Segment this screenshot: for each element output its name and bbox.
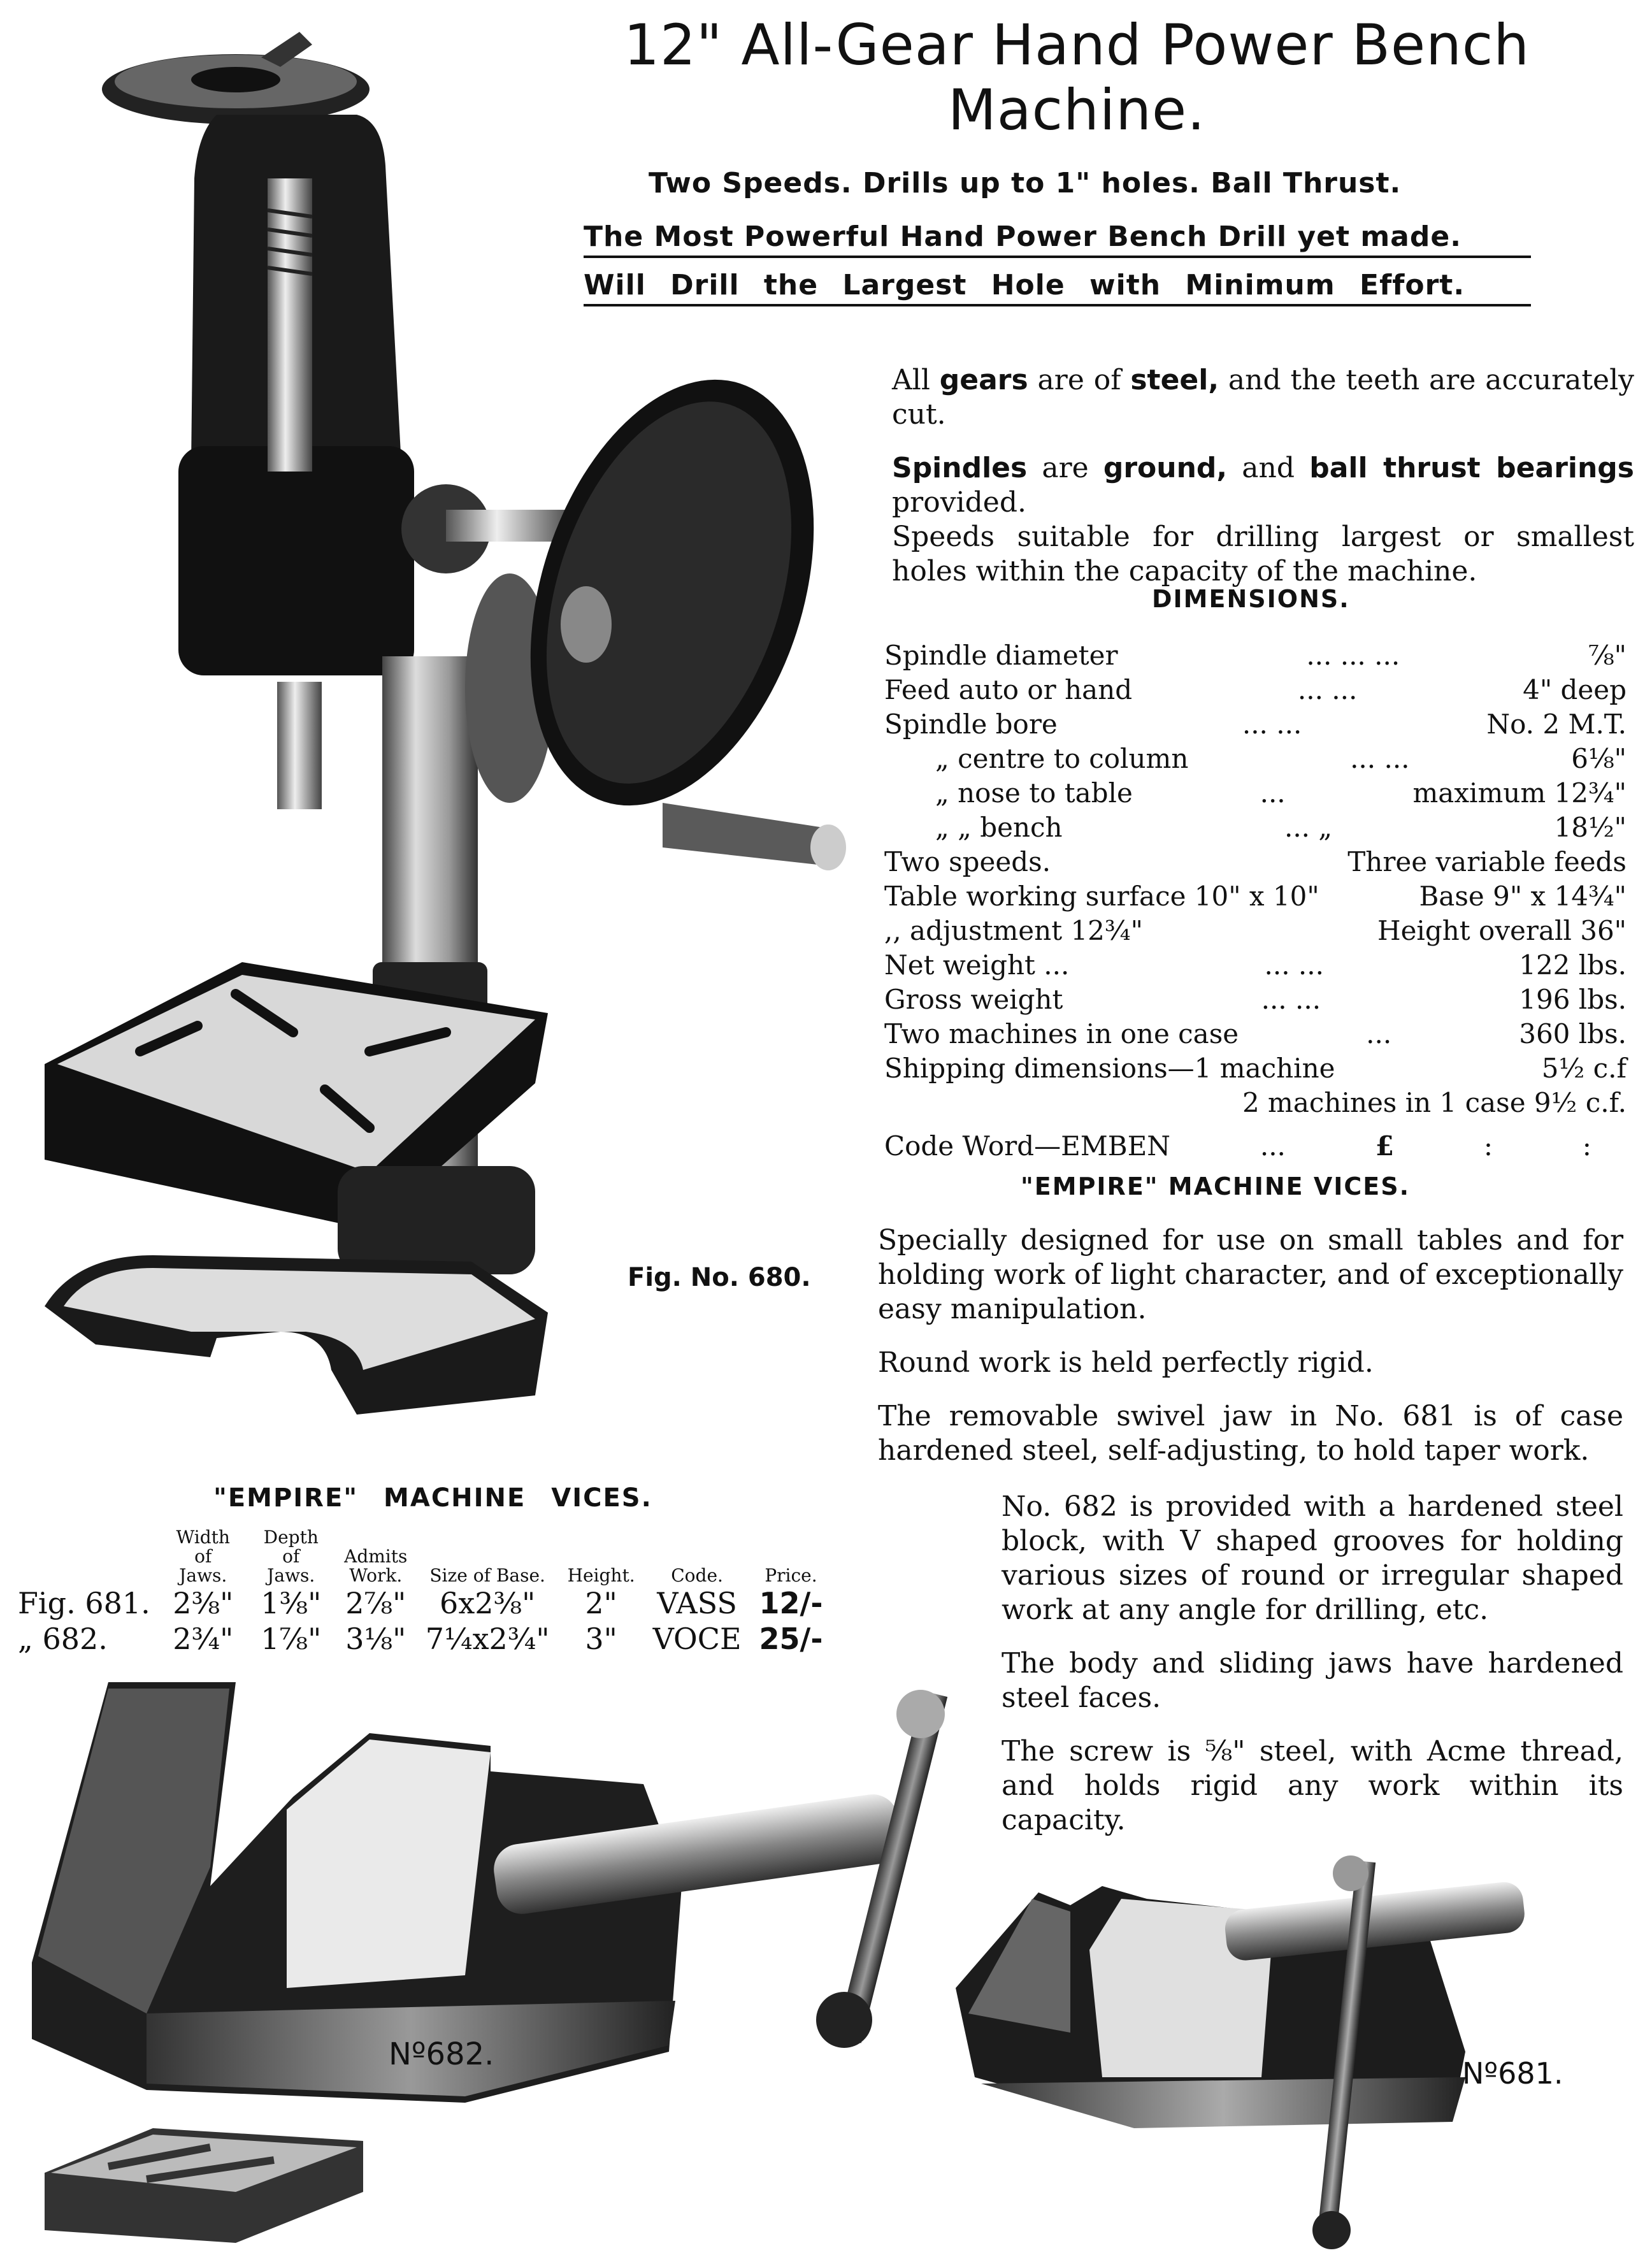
machine-description <box>892 363 1634 608</box>
vices-heading-right: "EMPIRE" MACHINE VICES. <box>1021 1172 1411 1200</box>
vices-para: Specially designed for use on small tables and for holding work of light character, and of exceptionally easy manipulation. <box>878 1224 1623 1325</box>
title-line-1: 12" All-Gear Hand Power Bench <box>623 12 1530 78</box>
vices-para: The removable swivel jaw in No. 681 is of case hardened steel, self-adjusting, to hold taper work. <box>878 1400 1623 1467</box>
vices-para: The screw is ⅝" steel, with Acme thread, and holds rigid any work within its capacity. <box>1002 1735 1623 1836</box>
dimension-row: Two speeds. Three variable feeds <box>884 846 1627 877</box>
table-cell: 2" <box>585 1586 617 1620</box>
table-cell: 3⅛" <box>345 1622 406 1656</box>
dimension-row: Two machines in one case ... 360 lbs. <box>884 1018 1627 1049</box>
vices-para: No. 682 is provided with a hardened steel block, with V shaped grooves for holding various sizes of round or irregular shaped work at any angle for drilling, etc. <box>1002 1490 1623 1626</box>
table-header-cell: Price. <box>765 1565 817 1586</box>
table-header-cell <box>18 1528 159 1585</box>
vice-table-header <box>18 1528 831 1585</box>
dimension-row: Spindle bore ... ... No. 2 M.T. <box>884 709 1627 740</box>
label-no682: Nº682. <box>389 2036 494 2072</box>
table-cell: 7¼x2¾" <box>425 1622 550 1656</box>
table-cell: „ 682. <box>18 1622 108 1656</box>
vice-682-illustration <box>19 1657 975 2256</box>
dimension-row: ,, adjustment 12¾" Height overall 36" <box>884 915 1627 946</box>
table-header-cell: Admits Work. <box>344 1546 408 1586</box>
tagline-largest-hole: Will Drill the Largest Hole with Minimum Effort. <box>584 269 1531 306</box>
table-header-cell: Height. <box>567 1565 635 1586</box>
tagline-powerful: The Most Powerful Hand Power Bench Drill yet made. <box>584 220 1531 258</box>
vices-description <box>878 1223 1623 1487</box>
table-cell: 25/- <box>759 1622 823 1656</box>
top-gear-icon <box>102 32 370 124</box>
dimension-row: „ centre to column ... ... 6⅛" <box>935 743 1627 774</box>
vices-description-2 <box>1002 1490 1623 1857</box>
table-cell: 2¾" <box>173 1622 234 1656</box>
dimension-row: „ nose to table ... maximum 12¾" <box>935 777 1627 809</box>
vices-heading-left: "EMPIRE" MACHINE VICES. <box>213 1483 652 1513</box>
dimension-row: Table working surface 10" x 10" Base 9" x 14¾" <box>884 881 1627 912</box>
vices-para: The body and sliding jaws have hardened steel faces. <box>1002 1647 1623 1714</box>
dimensions-heading: DIMENSIONS. <box>1152 585 1350 613</box>
dimension-row: 2 machines in 1 case 9½ c.f. <box>1242 1087 1627 1118</box>
desc-gears: All gears are of steel, and the teeth are accurately cut. <box>892 364 1634 431</box>
title-line-2: Machine. <box>947 77 1206 143</box>
code-word-row: Code Word—EMBEN ... £ : : <box>884 1130 1591 1162</box>
dimension-row: Spindle diameter ... ... ... ⅞" <box>884 640 1627 671</box>
v-block-icon <box>45 2128 363 2243</box>
fig-680-caption: Fig. No. 680. <box>628 1263 811 1292</box>
table-cell: 2⅜" <box>173 1586 234 1620</box>
dimension-row: Feed auto or hand ... ... 4" deep <box>884 674 1627 705</box>
table-cell: 1⅞" <box>261 1622 322 1656</box>
table-header-cell: Width of Jaws. <box>176 1527 230 1586</box>
table-header-cell: Size of Base. <box>429 1565 545 1586</box>
table-header-cell: Code. <box>671 1565 723 1586</box>
vice-681-illustration <box>943 1848 1644 2256</box>
tagline-speeds: Two Speeds. Drills up to 1" holes. Ball Thrust. <box>649 167 1402 199</box>
hand-wheel-icon <box>480 343 864 870</box>
label-no681: Nº681. <box>1462 2056 1563 2091</box>
table-cell: VASS <box>657 1586 737 1620</box>
dimension-row: Gross weight ... ... 196 lbs. <box>884 984 1627 1015</box>
dimension-row: „ „ bench ... „ 18½" <box>935 812 1627 843</box>
gearbox-housing <box>178 446 414 675</box>
vices-para: Round work is held perfectly rigid. <box>878 1346 1374 1379</box>
table-cell: 1⅜" <box>261 1586 322 1620</box>
table-header-cell: Depth of Jaws. <box>263 1527 319 1586</box>
vice-spec-table <box>18 1528 831 1657</box>
dimension-row: Shipping dimensions—1 machine 5½ c.f <box>884 1053 1627 1084</box>
dimensions-list <box>884 638 1627 1163</box>
desc-spindles: Spindles are ground, and ball thrust bearings provided. <box>892 452 1634 519</box>
table-row <box>18 1621 831 1657</box>
table-cell: 2⅞" <box>345 1586 406 1620</box>
table-cell: VOCE <box>652 1622 742 1656</box>
table-cell: 3" <box>585 1622 617 1656</box>
dimension-row: Net weight ... ... ... 122 lbs. <box>884 949 1627 981</box>
table-cell: 6x2⅜" <box>440 1586 536 1620</box>
bench-drill-illustration <box>25 19 866 1446</box>
table-cell: Fig. 681. <box>18 1586 150 1620</box>
table-cell: 12/- <box>759 1586 823 1620</box>
desc-speeds: Speeds suitable for drilling largest or smallest holes within the capacity of the machine. <box>892 521 1634 587</box>
spindle <box>268 178 312 472</box>
spindle-nose <box>277 682 322 809</box>
table-row <box>18 1585 831 1621</box>
